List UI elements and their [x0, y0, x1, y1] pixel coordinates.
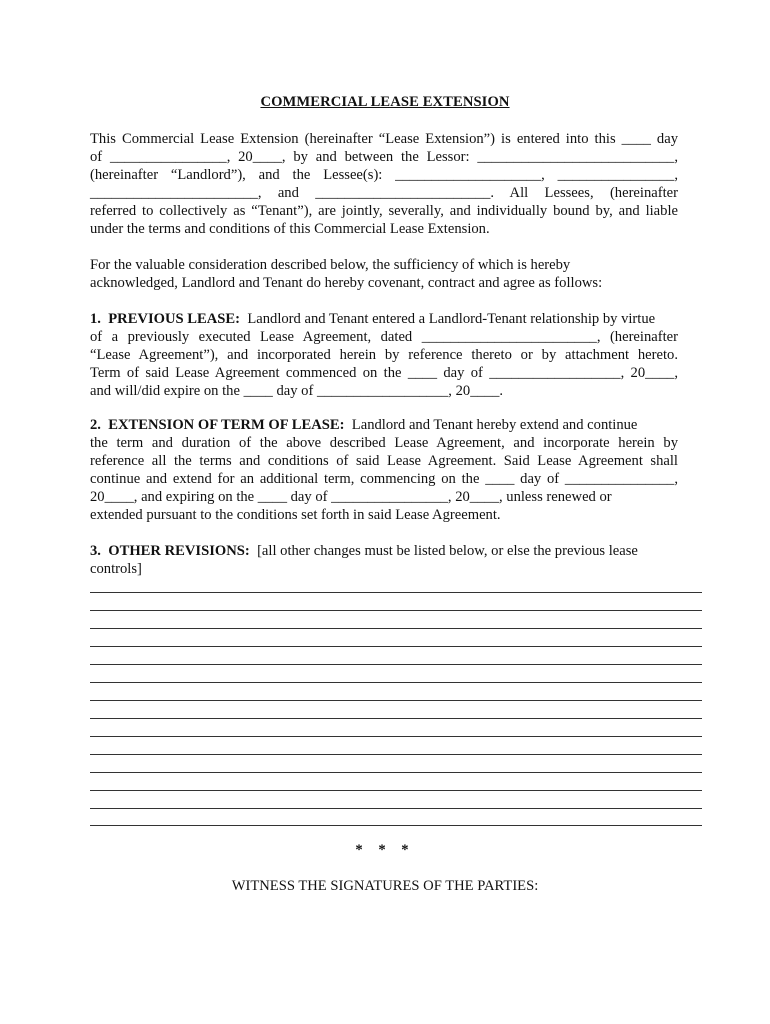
- consideration-line: For the valuable consideration described below, the sufficiency of which is hereby: [90, 257, 571, 273]
- blank-line: [90, 718, 702, 719]
- section-1-text: Landlord and Tenant entered a Landlord-Tenant relationship by virtue: [240, 311, 656, 327]
- section-1-line: Term of said Lease Agreement commenced on the ____ day of __________________, 20____,: [90, 365, 678, 381]
- blank-line: [90, 700, 702, 701]
- section-1-first-line: [90, 310, 655, 328]
- intro-line: (hereinafter “Landlord”), and the Lessee(s): ____________________, ________________,: [90, 167, 678, 183]
- blank-line: [90, 682, 702, 683]
- section-3-text: [all other changes must be listed below, or else the previous lease: [249, 543, 638, 559]
- intro-line: This Commercial Lease Extension (hereinafter “Lease Extension”) is entered into this ____ day: [90, 131, 678, 147]
- section-3-heading: 3. OTHER REVISIONS:: [90, 543, 250, 559]
- blank-line: [90, 610, 702, 611]
- section-2-line: continue and extend for an additional term, commencing on the ____ day of _______________,: [90, 471, 678, 487]
- section-1-line: and will/did expire on the ____ day of __________________, 20____.: [90, 383, 504, 399]
- section-1-line: of a previously executed Lease Agreement, dated ________________________, (hereinafter: [90, 329, 678, 345]
- section-3-first-line: [90, 542, 638, 560]
- section-1-heading: 1. PREVIOUS LEASE:: [90, 311, 241, 327]
- section-separator: * * *: [355, 842, 415, 858]
- section-2-line: reference all the terms and conditions of said Lease Agreement. Said Lease Agreement shall: [90, 453, 678, 469]
- section-1-line: “Lease Agreement”), and incorporated herein by reference thereto or by attachment hereto.: [90, 347, 678, 363]
- section-3-line: controls]: [90, 561, 142, 577]
- section-2-heading: 2. EXTENSION OF TERM OF LEASE:: [90, 417, 345, 433]
- blank-line: [90, 754, 702, 755]
- blank-line: [90, 646, 702, 647]
- intro-line: of ________________, 20____, by and between the Lessor: ___________________________,: [90, 149, 678, 165]
- intro-line: referred to collectively as “Tenant”), are jointly, severally, and individually bound by, and liable: [90, 203, 678, 219]
- blank-line: [90, 592, 702, 593]
- blank-line: [90, 736, 702, 737]
- blank-line: [90, 790, 702, 791]
- blank-line: [90, 628, 702, 629]
- consideration-line: acknowledged, Landlord and Tenant do hereby covenant, contract and agree as follows:: [90, 275, 603, 291]
- blank-line: [90, 664, 702, 665]
- section-2-line: 20____, and expiring on the ____ day of ________________, 20____, unless renewed or: [90, 489, 612, 505]
- blank-line: [90, 772, 702, 773]
- section-2-text: Landlord and Tenant hereby extend and continue: [344, 417, 638, 433]
- witness-heading: WITNESS THE SIGNATURES OF THE PARTIES:: [231, 878, 539, 894]
- intro-line: under the terms and conditions of this Commercial Lease Extension.: [90, 221, 490, 237]
- intro-line: _______________________, and ________________________. All Lessees, (hereinafter: [90, 185, 678, 201]
- section-2-first-line: [90, 416, 637, 434]
- section-2-line: extended pursuant to the conditions set forth in said Lease Agreement.: [90, 507, 501, 523]
- page-title: COMMERCIAL LEASE EXTENSION: [260, 94, 510, 110]
- section-2-line: the term and duration of the above described Lease Agreement, and incorporate herein by: [90, 435, 678, 451]
- blank-line: [90, 808, 702, 809]
- blank-line: [90, 825, 702, 826]
